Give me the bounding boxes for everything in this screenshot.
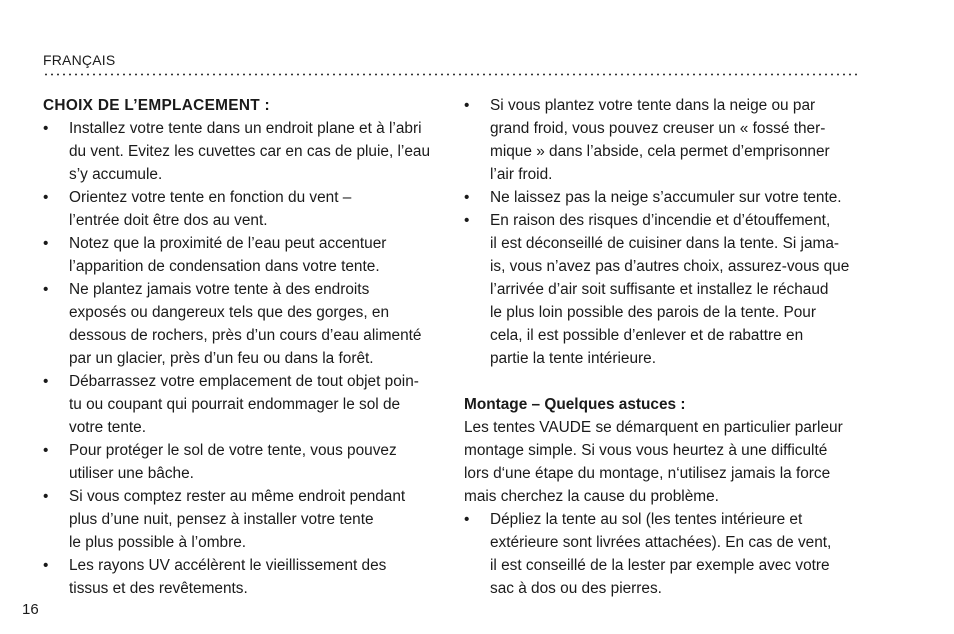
list-item-text: Notez que la proximité de l’eau peut accentuer l’apparition de condensation dans votre tente. [69,235,387,275]
list-item [464,209,864,370]
section-heading: CHOIX DE L’EMPLACEMENT : [43,97,270,114]
montage-paragraph: Les tentes VAUDE se démarquent en particulier parleur montage simple. Si vous vous heurtez à une difficulté lors d‘une étape du montage, n‘utilisez jamais la force mais cherchez la cause du problème. [464,419,843,505]
right-column [464,94,864,600]
bullet-icon: • [43,235,49,252]
list-item-text: Pour protéger le sol de votre tente, vous pouvez utiliser une bâche. [69,442,397,482]
list-item [464,94,864,186]
list-item-text: Ne plantez jamais votre tente à des endroits exposés ou dangereux tels que des gorges, en dessous de rochers, près d’un cours d’eau alimenté par un glacier, près d’un feu ou dans la forêt. [69,281,422,367]
left-column [43,94,443,600]
bullet-icon: • [43,189,49,206]
page-number: 16 [22,601,39,618]
list-item-text: En raison des risques d’incendie et d’étouffement, il est déconseillé de cuisiner dans la tente. Si jama- is, vous n’avez pas d’autres choix, assurez-vous que l’arrivée d’air soit suffisante et installez le réchaud le plus loin possible des parois de la tente. Pour cela, il est possible d’enlever et de rabattre en partie la tente intérieure. [490,212,850,367]
bullet-icon: • [43,557,49,574]
list-item [464,508,864,600]
bullet-icon: • [43,281,49,298]
list-item-text: Débarrassez votre emplacement de tout objet poin- tu ou coupant qui pourrait endommager le sol de votre tente. [69,373,419,436]
bullet-icon: • [464,511,470,528]
bullet-icon: • [43,120,49,137]
list-item-text: Ne laissez pas la neige s’accumuler sur votre tente. [490,189,842,206]
bullet-icon: • [43,373,49,390]
list-item [464,186,864,209]
dotted-divider [43,73,859,76]
list-item [43,278,443,370]
list-item-text: Les rayons UV accélèrent le vieillissement des tissus et des revêtements. [69,557,387,597]
bullet-icon: • [43,488,49,505]
list-item [43,117,443,186]
list-item [43,485,443,554]
list-item-text: Dépliez la tente au sol (les tentes intérieure et extérieure sont livrées attachées). En cas de vent, il est conseillé de la lester par exemple avec votre sac à dos ou des pierres. [490,511,832,597]
list-item-text: Installez votre tente dans un endroit plane et à l’abri du vent. Evitez les cuvettes car en cas de pluie, l’eau s’y accumule. [69,120,431,183]
left-bullet-list [43,117,443,600]
montage-subheading: Montage – Quelques astuces : [464,396,686,413]
list-item [43,186,443,232]
spacer [464,370,864,393]
list-item [43,439,443,485]
montage-bullet-list [464,508,864,600]
list-item [43,554,443,600]
list-item [43,232,443,278]
list-item-text: Si vous plantez votre tente dans la neige ou par grand froid, vous pouvez creuser un « fossé ther- mique » dans l’abside, cela permet d’emprisonner l’air froid. [490,97,830,183]
list-item-text: Orientez votre tente en fonction du vent – l’entrée doit être dos au vent. [69,189,352,229]
list-item [43,370,443,439]
bullet-icon: • [43,442,49,459]
language-label: FRANÇAIS [43,52,116,68]
list-item-text: Si vous comptez rester au même endroit pendant plus d’une nuit, pensez à installer votre tente le plus possible à l’ombre. [69,488,406,551]
bullet-icon: • [464,189,470,206]
bullet-icon: • [464,97,470,114]
right-bullet-list [464,94,864,370]
bullet-icon: • [464,212,470,229]
